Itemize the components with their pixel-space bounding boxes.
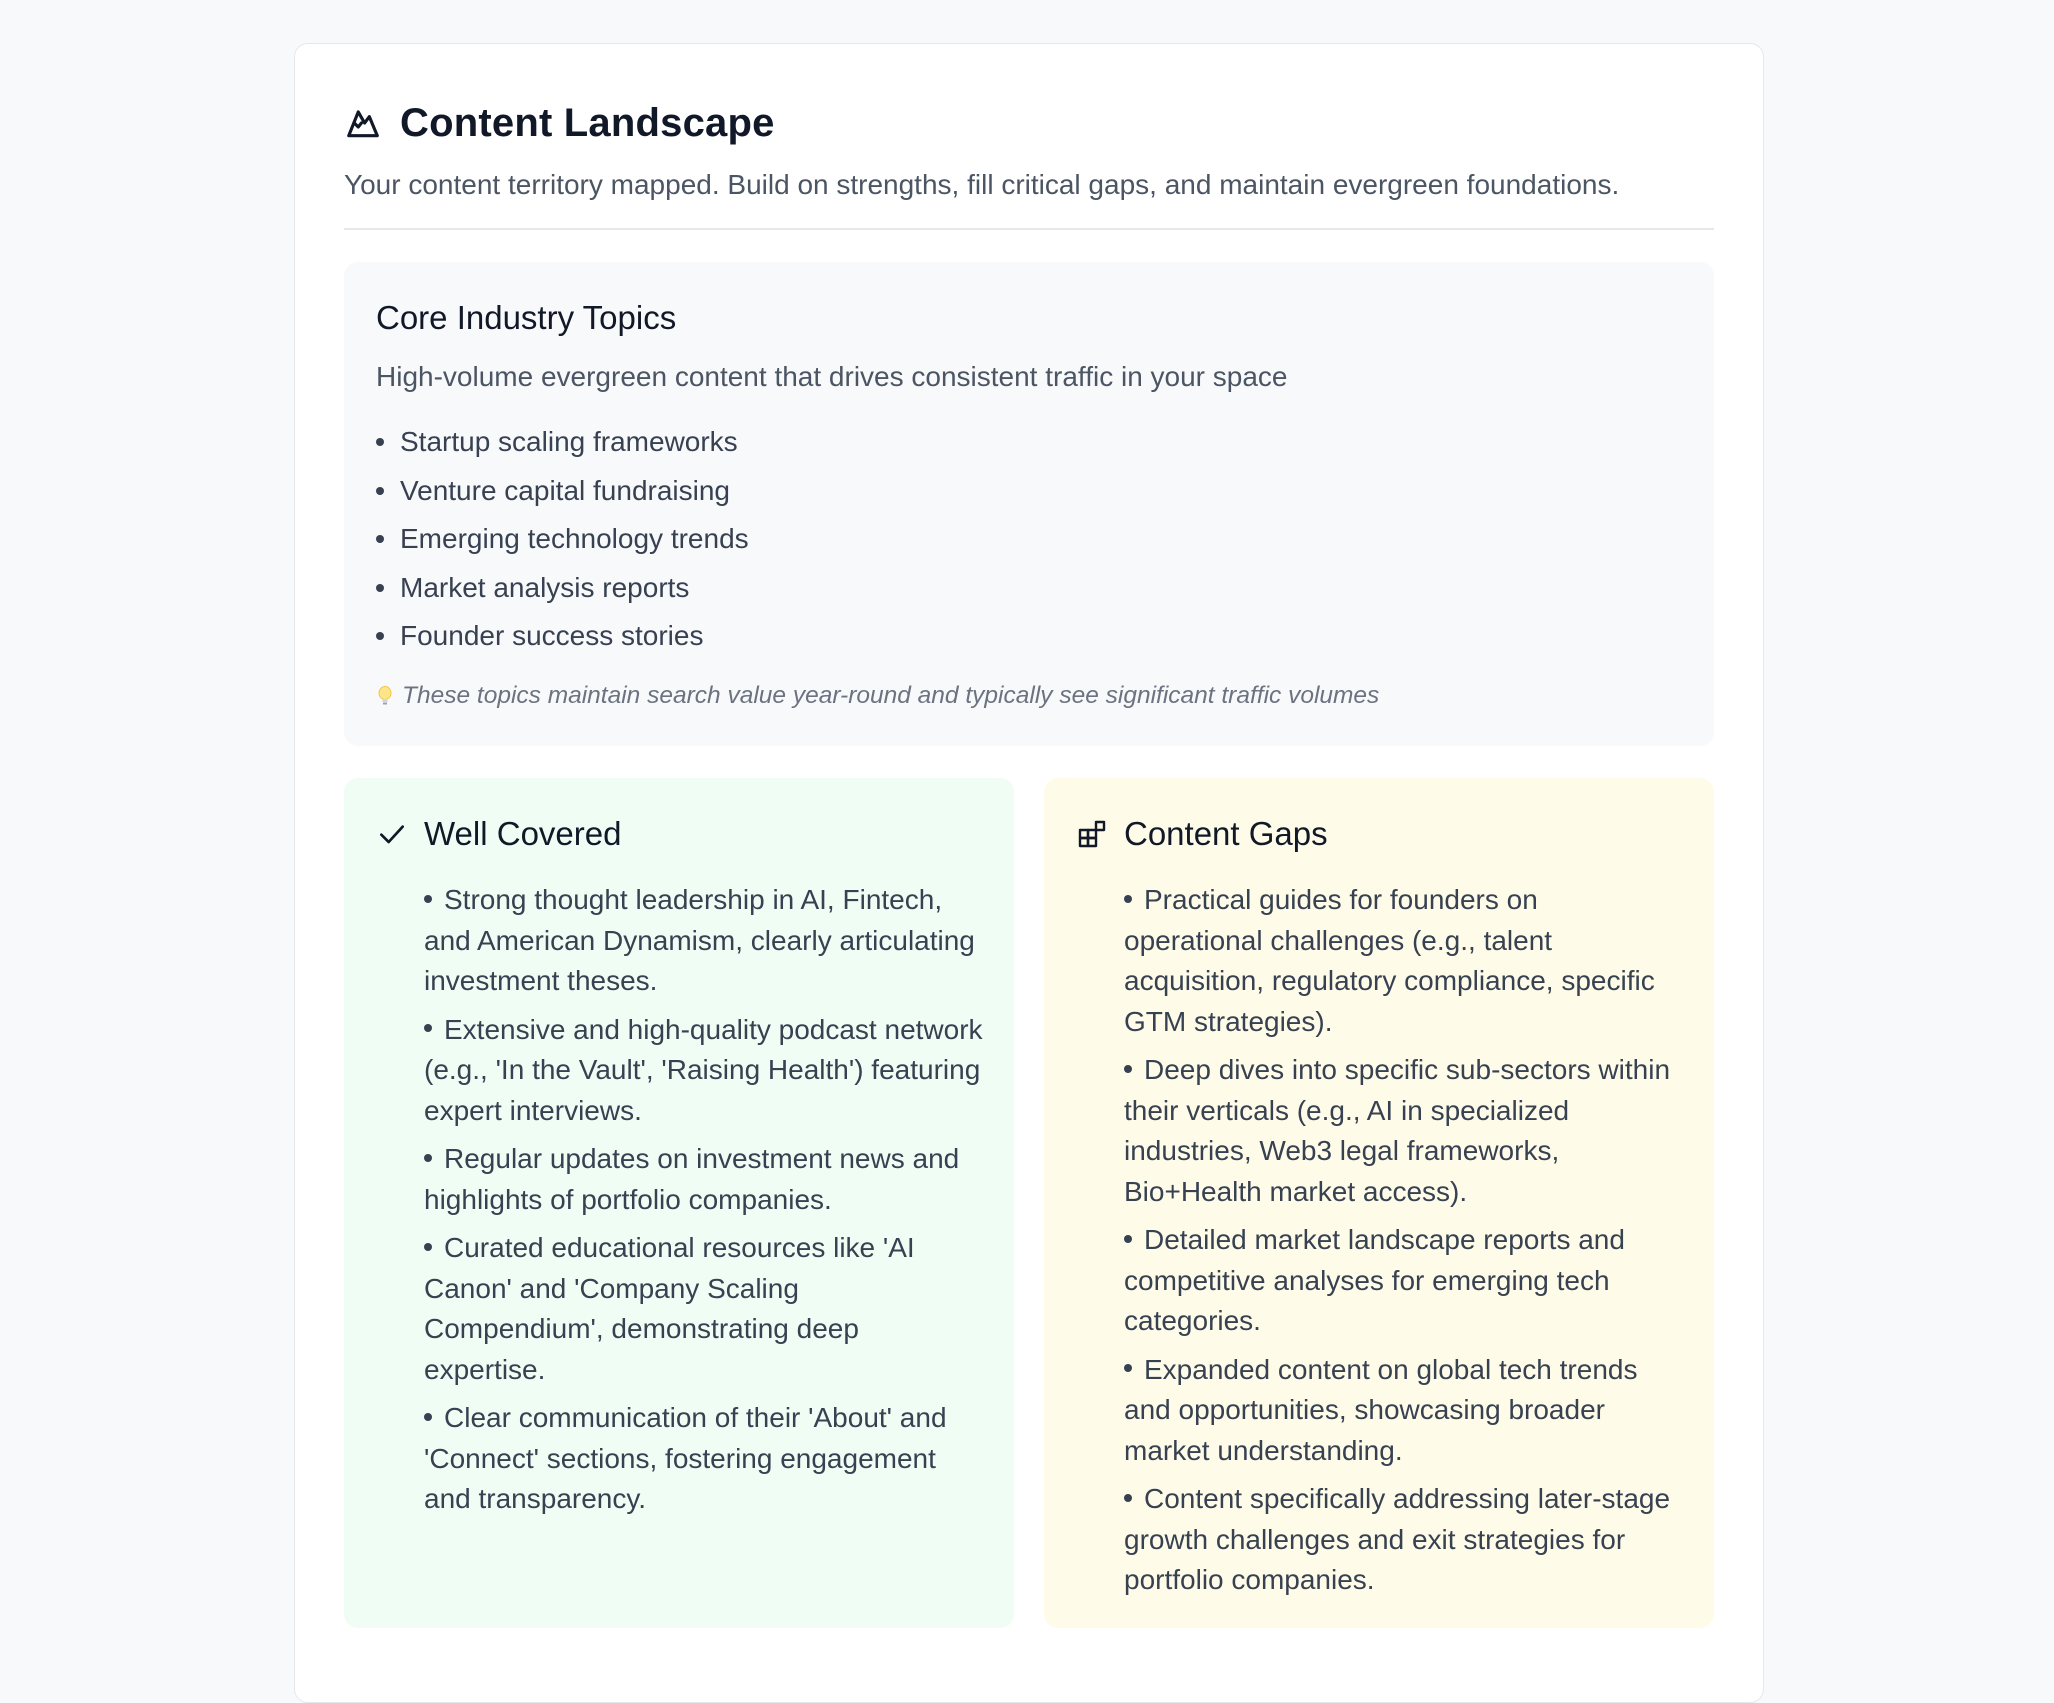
list-item: Market analysis reports [376,564,1682,613]
list-item: Strong thought leadership in AI, Fintech, and American Dynamism, clearly articulating investment theses. [424,884,975,996]
list-item: Startup scaling frameworks [376,418,1682,467]
well-covered-title: Well Covered [424,815,622,852]
bullet-icon [1124,1065,1132,1073]
list-item: Expanded content on global tech trends and opportunities, showcasing broader market understanding. [1124,1353,1638,1466]
page-title: Content Landscape [400,100,775,145]
well-covered-header [376,814,984,854]
lightbulb-icon [376,684,394,708]
divider [344,228,1714,230]
list-item: Regular updates on investment news and highlights of portfolio companies. [424,1143,960,1215]
core-topics-panel [344,262,1714,746]
list-item: Founder success stories [376,612,1682,661]
mountain-icon [344,104,382,142]
bullet-icon [424,1154,432,1162]
content-gaps-title: Content Gaps [1124,815,1328,852]
content-gaps-list [1124,880,1684,1601]
bullet-icon [376,632,384,640]
check-icon [376,818,408,850]
list-item: Extensive and high-quality podcast network (e.g., 'In the Vault', 'Raising Health') featuring expert interviews. [424,1013,983,1126]
blocks-icon [1076,818,1108,850]
bullet-icon [424,1024,432,1032]
bullet-icon [1124,1235,1132,1243]
bullet-icon [376,584,384,592]
bullet-icon [376,487,384,495]
bullet-icon [1124,1494,1132,1502]
bullet-icon [376,535,384,543]
bullet-icon [1124,895,1132,903]
bullet-icon [424,1243,432,1251]
well-covered-list [424,880,984,1520]
content-gaps-panel [1044,778,1714,1628]
coverage-columns [344,778,1714,1628]
list-item: Content specifically addressing later-stage growth challenges and exit strategies for portfolio companies. [1124,1483,1671,1595]
page-subtitle: Your content territory mapped. Build on strengths, fill critical gaps, and maintain evergreen foundations. [344,169,1620,200]
list-item: Clear communication of their 'About' and 'Connect' sections, fostering engagement and transparency. [424,1402,947,1514]
bullet-icon [424,1413,432,1421]
list-item: Venture capital fundraising [376,467,1682,516]
well-covered-panel [344,778,1014,1628]
core-topics-list [376,418,1682,661]
bullet-icon [1124,1364,1132,1372]
list-item: Emerging technology trends [376,515,1682,564]
list-item: Practical guides for founders on operational challenges (e.g., talent acquisition, regulatory compliance, specific GTM strategies). [1124,884,1655,1037]
content-gaps-header [1076,814,1684,854]
list-item: Curated educational resources like 'AI Canon' and 'Company Scaling Compendium', demonstrating deep expertise. [424,1232,915,1385]
core-topics-description: High-volume evergreen content that drives consistent traffic in your space [376,361,1288,392]
content-landscape-card [294,43,1764,1703]
bullet-icon [376,438,384,446]
bullet-icon [424,895,432,903]
core-topics-title: Core Industry Topics [376,299,677,336]
card-header [344,98,1714,148]
list-item: Deep dives into specific sub-sectors within their verticals (e.g., AI in specialized industries, Web3 legal frameworks, Bio+Health market access). [1124,1054,1671,1207]
list-item: Detailed market landscape reports and competitive analyses for emerging tech categories. [1124,1224,1625,1336]
core-topics-tip: These topics maintain search value year-round and typically see significant traffic volumes [376,679,1682,713]
